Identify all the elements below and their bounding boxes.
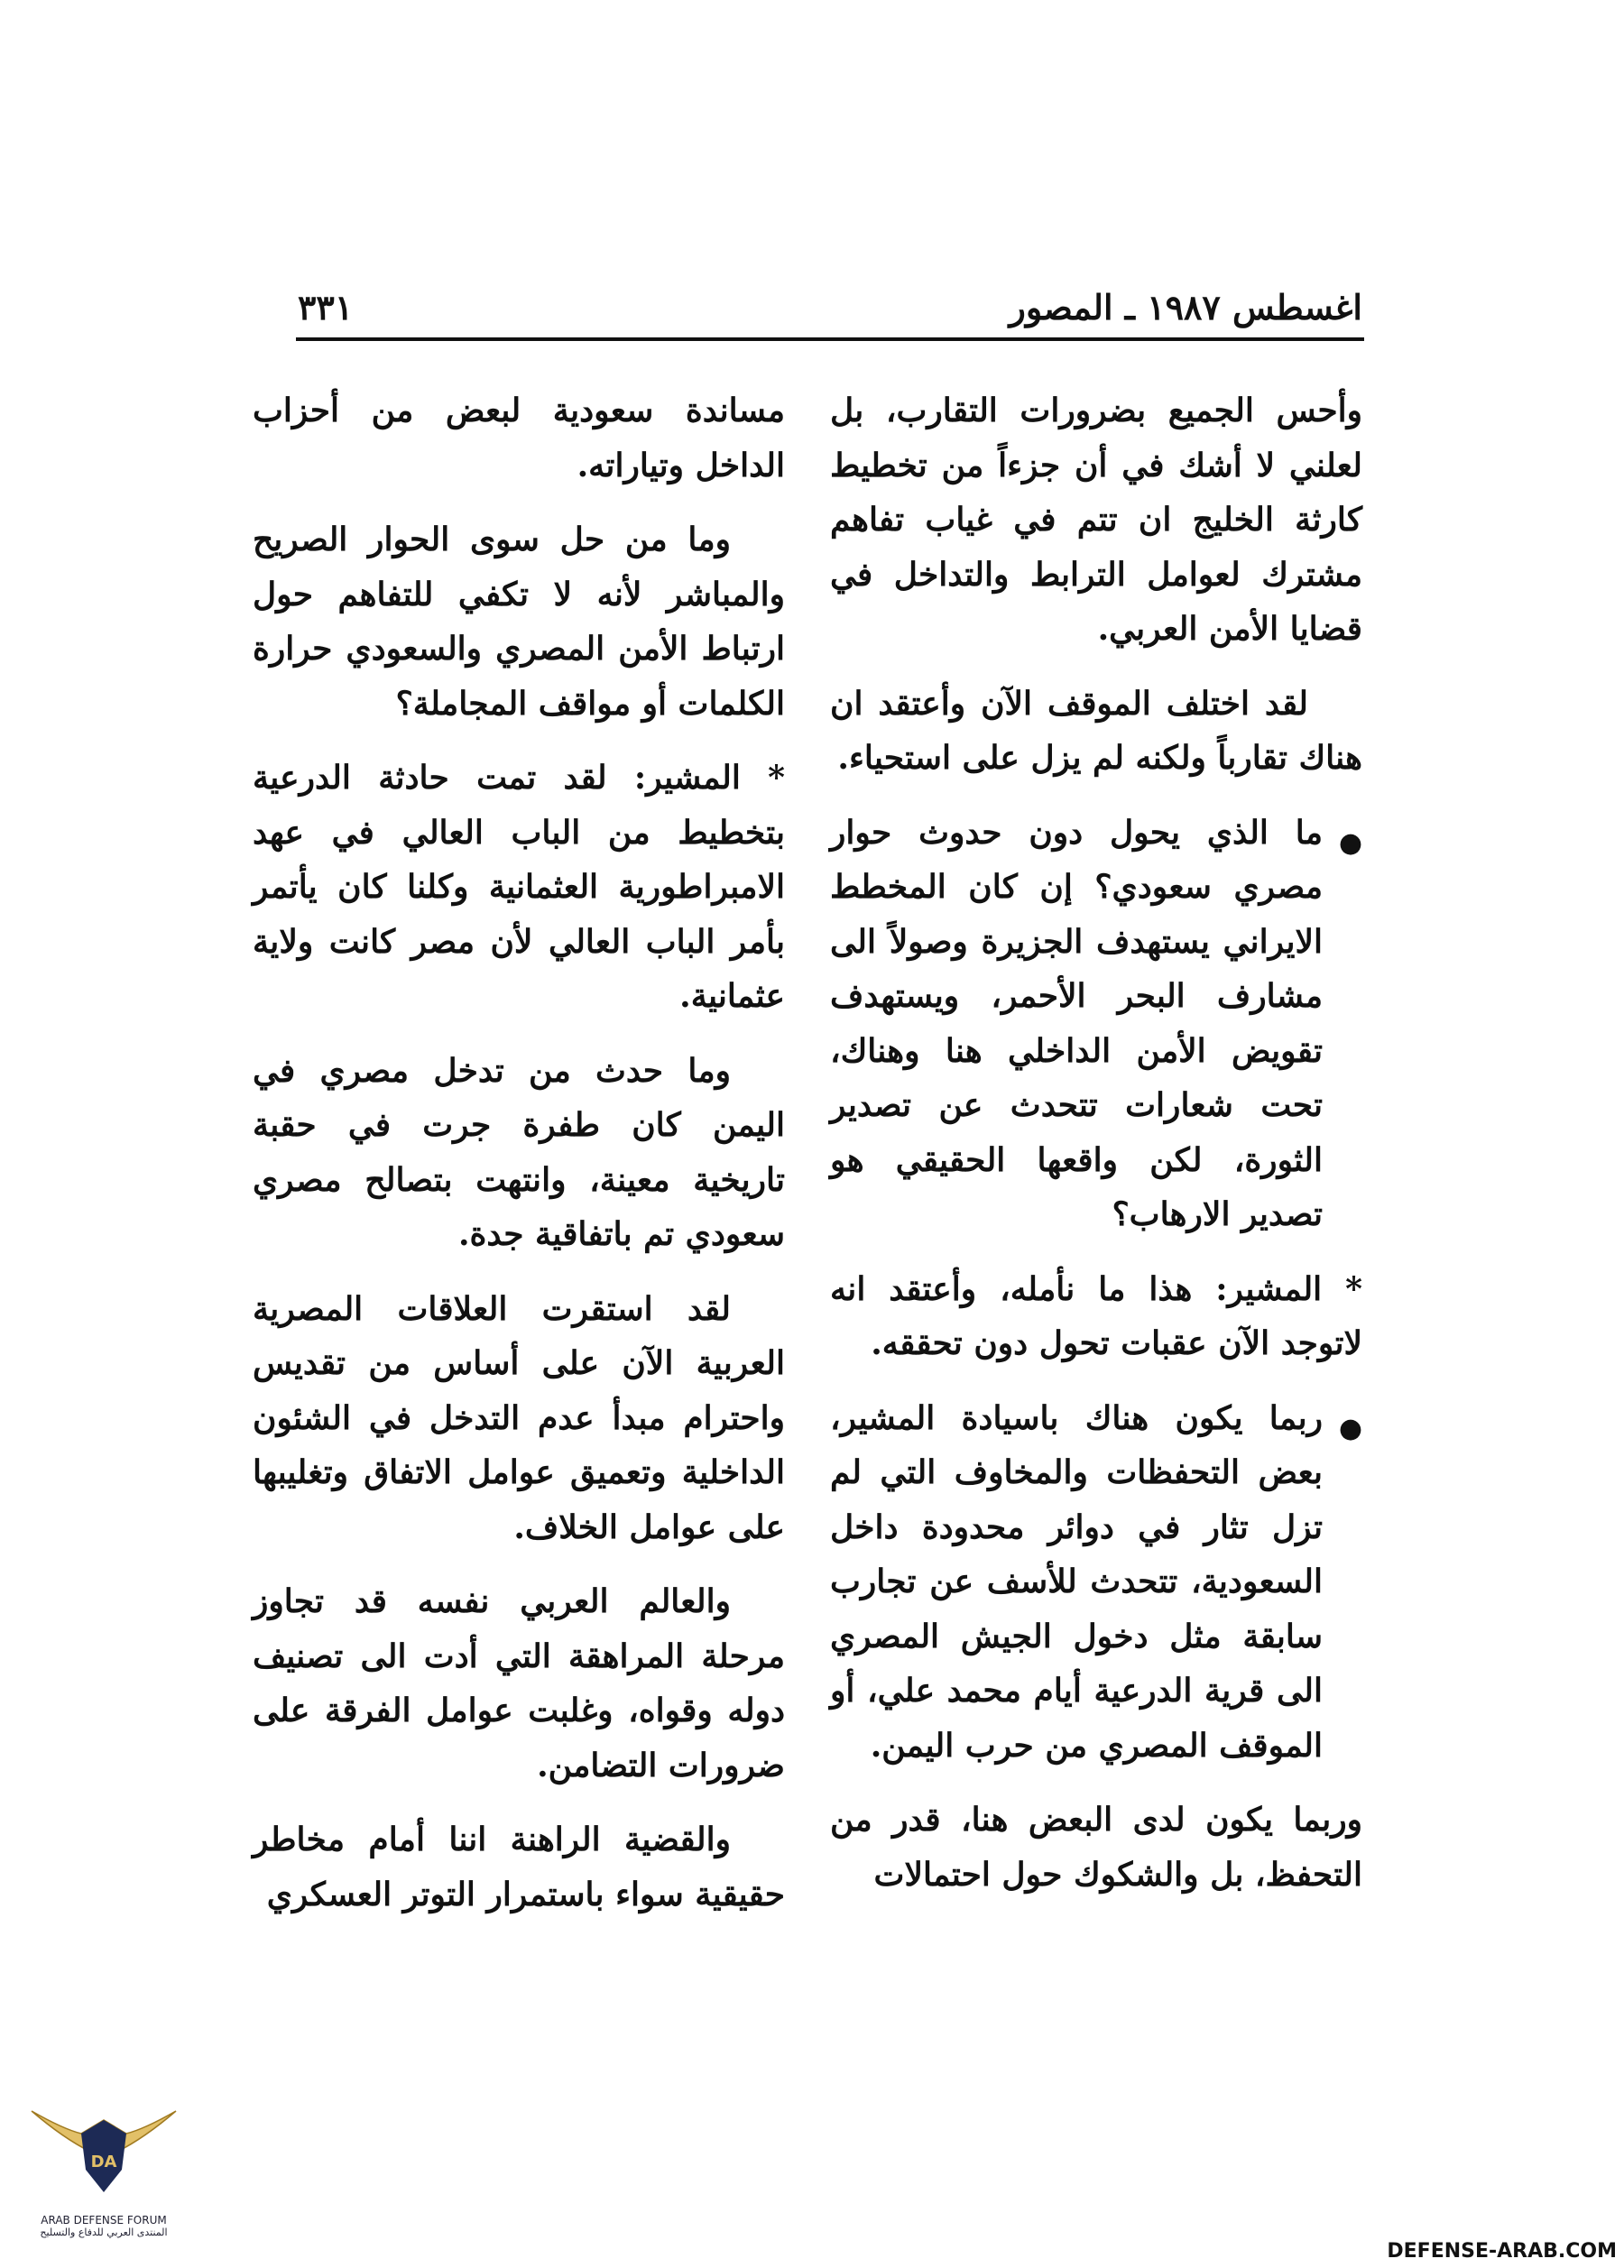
eagle-shield-icon	[27, 2102, 180, 2210]
paragraph: وربما يكون لدى البعض هنا، قدر من التحفظ، بل والشكوك حول احتمالات	[830, 1801, 1362, 1894]
question-paragraph	[830, 1391, 1362, 1774]
forum-logo	[27, 2102, 180, 2264]
left-column	[253, 383, 785, 2070]
answer-paragraph	[830, 1262, 1362, 1371]
question-text: ربما يكون هناك باسيادة المشير، بعض التحفظات والمخاوف التي لم تزل تثار في دوائر محدودة داخل السعودية، تتحدث للأسف عن تجارب سابقة مثل دخول الجيش المصري الى قرية الدرعية أيام محمد علي، أو الموقف المصري من حرب اليمن.	[830, 1398, 1323, 1765]
bullet-icon: ●	[1338, 1412, 1362, 1444]
star-icon: *	[1345, 1269, 1362, 1308]
page-header	[298, 287, 1362, 341]
logo-name-en: ARAB DEFENSE FORUM	[41, 2214, 167, 2227]
header-rule	[296, 337, 1364, 341]
page-number: ٣٣١	[298, 287, 354, 327]
logo-name-ar: المنتدى العربي للدفاع والتسليح	[40, 2227, 168, 2238]
answer-paragraph	[253, 751, 785, 1024]
logo-initials: DA	[90, 2153, 117, 2171]
answer-text: المشير: لقد تمت حادثة الدرعية بتخطيط من الباب العالي في عهد الامبراطورية العثمانية وكلنا كان يأتمر بأمر الباب العالي لأن مصر كانت ولاية عثمانية.	[253, 759, 785, 1015]
question-text: ما الذي يحول دون حدوث حوار مصري سعودي؟ إن كان المخطط الايراني يستهدف الجزيرة وصولاً الى مشارف البحر الأحمر، ويستهدف تقويض الأمن الداخلي هنا وهناك، تحت شعارات تتحدث عن تصدير الثورة، لكن واقعها الحقيقي هو تصدير الارهاب؟	[830, 813, 1323, 1233]
paragraph: وما حدث من تدخل مصري في اليمن كان طفرة جرت في حقبة تاريخية معينة، وانتهت بتصالح مصري سعودي تم باتفاقية جدة.	[253, 1051, 785, 1253]
running-header-title: اغسطس ١٩٨٧ ـ المصور	[1009, 287, 1362, 327]
star-icon: *	[768, 759, 785, 797]
paragraph: مساندة سعودية لبعض من أحزاب الداخل وتياراته.	[253, 392, 785, 484]
question-paragraph	[830, 806, 1362, 1242]
paragraph: لقد اختلف الموقف الآن وأعتقد ان هناك تقارباً ولكنه لم يزل على استحياء.	[830, 684, 1362, 777]
paragraph: والقضية الراهنة اننا أمام مخاطر حقيقية سواء باستمرار التوتر العسكري	[253, 1821, 785, 1913]
paragraph: وأحس الجميع بضرورات التقارب، بل لعلني لا أشك في أن جزءاً من تخطيط كارثة الخليج ان تتم في غياب تفاهم مشترك لعوامل الترابط والتداخل في قضايا الأمن العربي.	[830, 392, 1362, 648]
site-watermark: DEFENSE-ARAB.COM	[1387, 2240, 1617, 2263]
answer-text: المشير: هذا ما نأمله، وأعتقد انه لاتوجد الآن عقبات تحول دون تحققه.	[830, 1269, 1362, 1362]
paragraph: لقد استقرت العلاقات المصرية العربية الآن على أساس من تقديس واحترام مبدأ عدم التدخل في الشئون الداخلية وتعميق عوامل الاتفاق وتغليبها على عوامل الخلاف.	[253, 1289, 785, 1546]
bullet-icon: ●	[1338, 826, 1362, 859]
paragraph: وما من حل سوى الحوار الصريح والمباشر لأنه لا تكفي للتفاهم حول ارتباط الأمن المصري والسعودي حرارة الكلمات أو مواقف المجاملة؟	[253, 521, 785, 723]
right-column	[830, 383, 1362, 2070]
paragraph: والعالم العربي نفسه قد تجاوز مرحلة المراهقة التي أدت الى تصنيف دوله وقواه، وغلبت عوامل الفرقة على ضرورات التضامن.	[253, 1582, 785, 1784]
